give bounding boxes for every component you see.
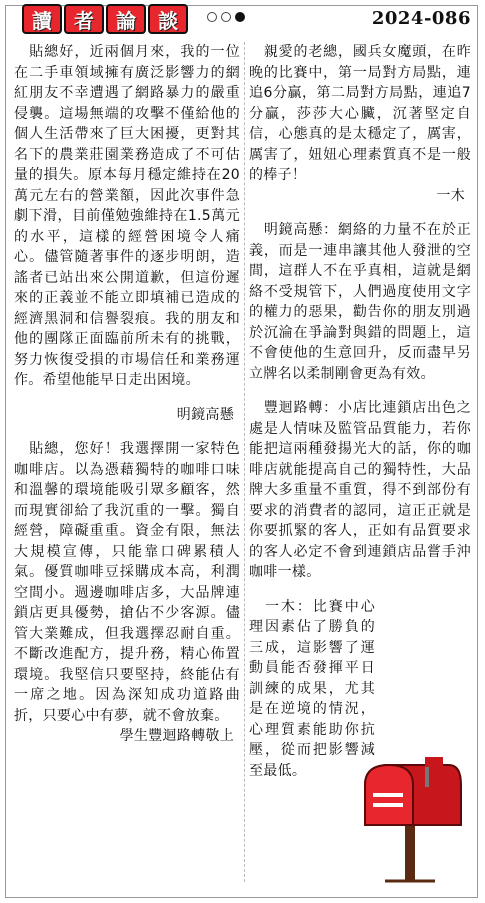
letter-signature: 學生豐迴路轉敬上: [119, 728, 234, 744]
letter-signature: 一木: [436, 187, 465, 204]
mailbox-icon: [355, 755, 467, 883]
title-char: 談: [148, 4, 188, 34]
dot-icon: [221, 12, 231, 22]
title-char: 讀: [22, 4, 62, 34]
column-divider: [244, 42, 245, 882]
editor-reply: 一木：比賽中心理因素佔了勝負的三成，這影響了運動員能否發揮平日訓練的成果，尤其是在逆境的情況，心理質素能助你抗壓，從而把影響減至最低。: [249, 598, 375, 779]
dot-icon: [207, 12, 217, 22]
issue-number: 2024-086: [371, 8, 471, 29]
title-char: 者: [64, 4, 104, 34]
letter-body: 貼總好，近兩個月來，我的一位在二手車領域擁有廣泛影響力的網紅朋友不幸遭遇了網路暴力的嚴重侵襲。這場無端的攻擊不僅給他的個人生活帶來了巨大困擾，更對其名下的農業莊園業務造成了不可估量的損失。原本每月穩定維持在20萬元左右的營業額，因此次事件急劇下滑，目前僅勉強維持在1.5萬元的水平，這樣的經營困境令人痛心。儘管隨著事件的逐步明朗，造謠者已站出來公開道歉，但這份遲來的正義並不能立即填補已造成的經濟黑洞和信譽裂痕。我的朋友和他的團隊正面臨前所未有的挑戰，努力恢復受損的市場信任和業務運作。希望他能早日走出困境。: [14, 44, 240, 388]
right-column: [249, 42, 471, 781]
editor-reply: 明鏡高懸：網絡的力量不在於正義，而是一連串讓其他人發泄的空間，這群人不在乎真相，這就是網絡不受規管下，人們過度使用文字的權力的惡果，勸告你的朋友別過於沉淪在爭論對與錯的問題上，這不會使他的生意回升，反而盡早另立牌名以柔制剛會更為有效。: [249, 222, 471, 382]
editor-reply: 豐迴路轉：小店比連鎖店出色之處是人情味及監管品質能力，若你能把這兩種發揚光大的話，你的咖啡店就能提高自己的獨特性，大品牌大多重量不重質，得不到部份有要求的消費者的認同，這正正就是你要抓緊的客人，正如有品質要求的客人必定不會到連鎖店品嘗手沖咖啡一樣。: [249, 400, 471, 580]
title-char: 論: [106, 4, 146, 34]
section-title: [22, 4, 188, 36]
dot-icon: [235, 12, 245, 22]
letter-body: 親愛的老總，國兵女魔頭，在昨晚的比賽中，第一局對方局點，連追6分贏，第二局對方局點，連追7分贏，莎莎大心臟，沉著堅定自信，心態真的是太穩定了，厲害，厲害了，妞妞心理素質真不是一般的棒子！: [249, 44, 471, 183]
decorative-dots: [207, 12, 245, 22]
letter-signature: 明鏡高懸: [176, 406, 234, 423]
header: [0, 0, 485, 40]
left-column: [14, 42, 240, 747]
letter-body: 貼總，您好！我選擇開一家特色咖啡店。以為憑藉獨特的咖啡口味和溫馨的環境能吸引眾多顧客，然而現實卻給了我沉重的一擊。獨自經營，障礙重重。資金有限，無法大規模宣傳，只能靠口碑累積人氣。優質咖啡豆採購成本高，利潤空間小。週邊咖啡店多，大品牌連鎖店更具優勢，搶佔不少客源。儘管大業難成，但我選擇忍耐自重。不斷改進配方，提升務，精心佈置環境。我堅信只要堅持，終能佔有一席之地。因為深知成功道路曲折，只要心中有夢，就不會放棄。: [14, 441, 240, 724]
